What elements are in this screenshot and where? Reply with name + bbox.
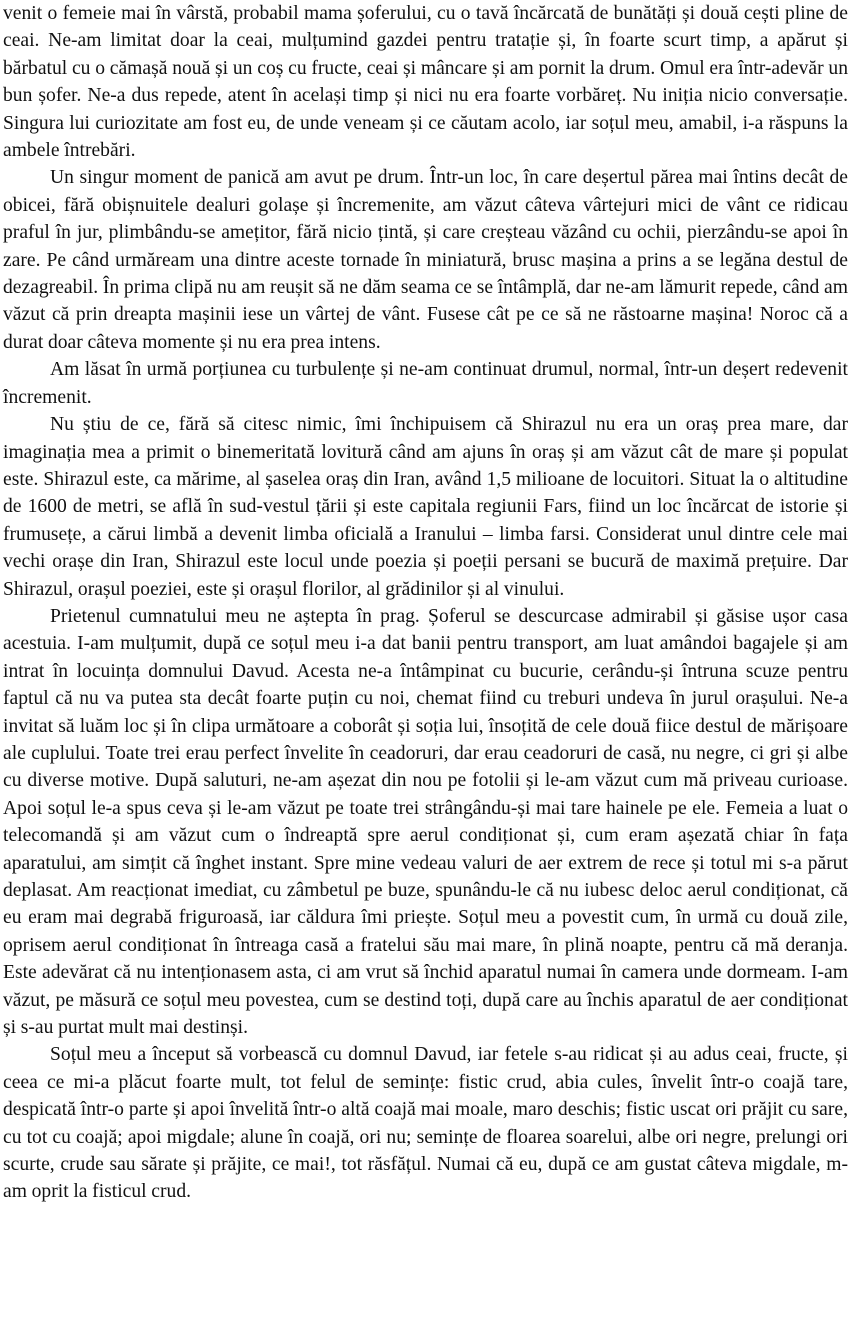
paragraph: Un singur moment de panică am avut pe drum. Într-un loc, în care deșertul părea mai întins decât de obicei, fără obișnuitele dealuri golașe și încremenite, am văzut câteva vârtejuri mici de vânt ce ridicau praful în jur, plimbându-se amețitor, fără nicio țintă, și care creșteau văzând cu ochii, pierzându-se apoi în zare. Pe când urmăream una dintre aceste tornade în miniatură, brusc mașina a prins a se legăna destul de dezagreabil. În prima clipă nu am reușit să ne dăm seama ce se întâmplă, dar ne-am lămurit repede, când am văzut că prin dreapta mașinii iese un vârtej de vânt. Fusese cât pe ce să ne răstoarne mașina! Noroc că a durat doar câteva momente și nu era prea intens. (3, 167, 848, 353)
paragraph: Prietenul cumnatului meu ne aștepta în prag. Șoferul se descurcase admirabil și găsise ușor casa acestuia. I-am mulțumit, după ce soțul meu i-a dat banii pentru transport, am luat amândoi bagajele și am intrat în locuința domnului Davud. Acesta ne-a întâmpinat cu bucurie, cerându-și întruna scuze pentru faptul că nu va putea sta decât foarte puțin cu noi, chemat fiind cu treburi undeva în jurul orașului. Ne-a invitat să luăm loc și în clipa următoare a coborât și soția lui, însoțită de cele două fiice destul de mărișoare ale cuplului. Toate trei erau perfect învelite în ceadoruri, dar erau ceadoruri de casă, nu negre, ci gri și albe cu diverse motive. După saluturi, ne-am așezat din nou pe fotolii și le-am văzut cum mă priveau curioase. Apoi soțul le-a spus ceva și le-am văzut pe toate trei strângându-și mai tare hainele pe ele. Femeia a luat o telecomandă și am văzut cum o îndreaptă spre aerul condiționat și, cum eram așezată chiar în fața aparatului, am simțit că înghet instant. Spre mine vedeau valuri de aer extrem de rece și totul mi s-a părut deplasat. Am reacționat imediat, cu zâmbetul pe buze, spunându-le că nu iubesc deloc aerul condiționat, că eu eram mai degrabă friguroasă, iar căldura îmi priește. Soțul meu a povestit cum, în urmă cu două zile, oprisem aerul condiționat în întreaga casă a fratelui său mai mare, în plină noapte, pentru că mă deranja. Este adevărat că nu intenționasem asta, ci am vrut să închid aparatul numai în camera unde dormeam. I-am văzut, pe măsură ce soțul meu povestea, cum se destind toți, după care au închis aparatul de aer condiționat și s-au purtat mult mai destinși. (3, 605, 848, 1039)
paragraph: Am lăsat în urmă porțiunea cu turbulențe și ne-am continuat drumul, normal, într-un deșert redevenit încremenit. (3, 359, 848, 408)
paragraph: venit o femeie mai în vârstă, probabil mama șoferului, cu o tavă încărcată de bunătăți și două cești pline de ceai. Ne-am limitat doar la ceai, mulțumind gazdei pentru tratație și, în foarte scurt timp, a apărut și bărbatul cu o cămașă nouă și un coș cu fructe, ceai și mâncare și am pornit la drum. Omul era într-adevăr un bun șofer. Ne-a dus repede, atent în același timp și nici nu era foarte vorbăreț. Nu iniția nicio conversație. Singura lui curiozitate am fost eu, de unde veneam și ce căutam acolo, iar soțul meu, amabil, i-a răspuns la ambele întrebări. (3, 3, 848, 162)
paragraph: Soțul meu a început să vorbească cu domnul Davud, iar fetele s-au ridicat și au adus ceai, fructe, și ceea ce mi-a plăcut foarte mult, tot felul de semințe: fistic crud, abia cules, învelit într-o coajă tare, despicată într-o parte și apoi învelită într-o altă coajă mai moale, maro deschis; fistic uscat ori prăjit cu sare, cu tot cu coajă; apoi migdale; alune în coajă, ori nu; semințe de floarea soarelui, albe ori negre, prelungi ori scurte, crude sau sărate și prăjite, ce mai!, tot răsfățul. Numai că eu, după ce am gustat câteva migdale, m-am oprit la fisticul crud. (3, 1044, 848, 1203)
paragraph: Nu știu de ce, fără să citesc nimic, îmi închipuisem că Shirazul nu era un oraș prea mare, dar imaginația mea a primit o binemeritată lovitură când am ajuns în oraș și am văzut cât de mare și populat este. Shirazul este, ca mărime, al șaselea oraș din Iran, având 1,5 milioane de locuitori. Situat la o altitudine de 1600 de metri, se află în sud-vestul țării și este capitala regiunii Fars, fiind un loc încărcat de istorie și frumusețe, a cărui limbă a devenit limba oficială a Iranului – limba farsi. Considerat unul dintre cele mai vechi orașe din Iran, Shirazul este locul unde poezia și poeții persani se bucură de maximă prețuire. Dar Shirazul, orașul poeziei, este și orașul florilor, al grădinilor și al vinului. (3, 414, 848, 600)
